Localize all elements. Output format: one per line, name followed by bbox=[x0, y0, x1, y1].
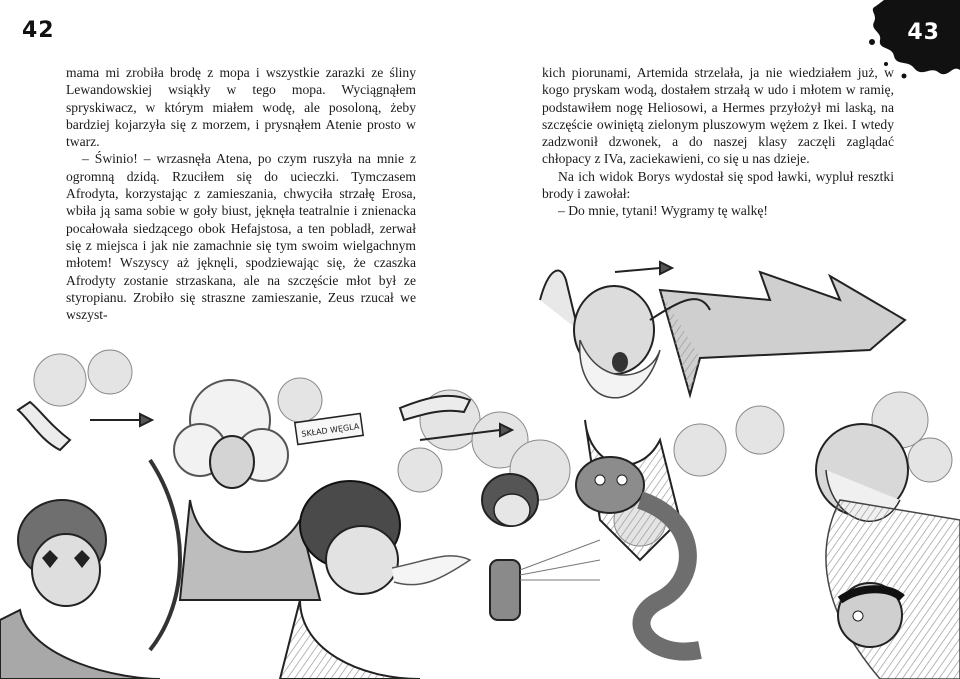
hermes-figure bbox=[838, 583, 902, 647]
right-page-text bbox=[542, 64, 894, 220]
right-paragraph-2: Na ich widok Borys wydostał się spod ławki, wypluł resztki brody i zawołał: bbox=[542, 168, 894, 202]
peeking-girl bbox=[482, 474, 538, 526]
narrator-figure bbox=[280, 481, 600, 679]
page-number-left: 42 bbox=[22, 18, 55, 43]
svg-text:SKŁAD WĘGLA: SKŁAD WĘGLA bbox=[300, 421, 360, 439]
right-paragraph-3: – Do mnie, tytani! Wygramy tę walkę! bbox=[558, 203, 768, 219]
right-paragraph-1: kich piorunami, Artemida strzelała, ja nie wiedziałem już, w kogo pryskam wodą, dostałem strzałą w udo i młotem w ramię, podstawiłem nogę Heliosowi, a Hermes przyłożył mi laską, na szczęście owiniętą zielonym pluszowym wężem z Ikei. I wtedy zadzwonił dzwonek, a do naszej klasy zaczęli zaglądać chłopacy z IVa, zaciekawieni, co się u nas dzieje. bbox=[542, 65, 894, 167]
left-page-text bbox=[66, 64, 416, 323]
left-paragraph-2: – Świnio! – wrzasnęła Atena, po czym ruszyła na mnie z ogromną dzidą. Rzuciłem się do ucieczki. Tymczasem Afrodyta, korzystając z zamieszania, chwyciła strzałę Erosa, wbiła ją sama sobie w goły biust, jęknęła teatralnie i znienacka pocałowała siedzącego obok Hefajstosa, a ten pobladł, zerwał się z miejsca i jak nie zamachnie się tym swoim wielgachnym młotem! Wszyscy aż jęknęli, spodziewając się, że czaszka Afrodyty zostanie strzaskana, ale na szczęście młot był ze styropianu. Zrobiło się straszne zamieszanie, Zeus rzucał we wszyst- bbox=[66, 151, 416, 323]
page-number-right: 43 bbox=[907, 20, 940, 45]
eros-figure bbox=[0, 460, 180, 679]
lightning-bolt bbox=[660, 272, 905, 395]
left-paragraph-1: mama mi zrobiła brodę z mopa i wszystkie zarazki ze śliny Lewandowskiej wsiąkły w tego mopa. Wyciągnąłem spryskiwacz, w którym miałem wodę, ale posoloną, żeby bardziej kojarzyła się z morzem, i prysnąłem Atenie prosto w twarz. bbox=[66, 65, 416, 150]
